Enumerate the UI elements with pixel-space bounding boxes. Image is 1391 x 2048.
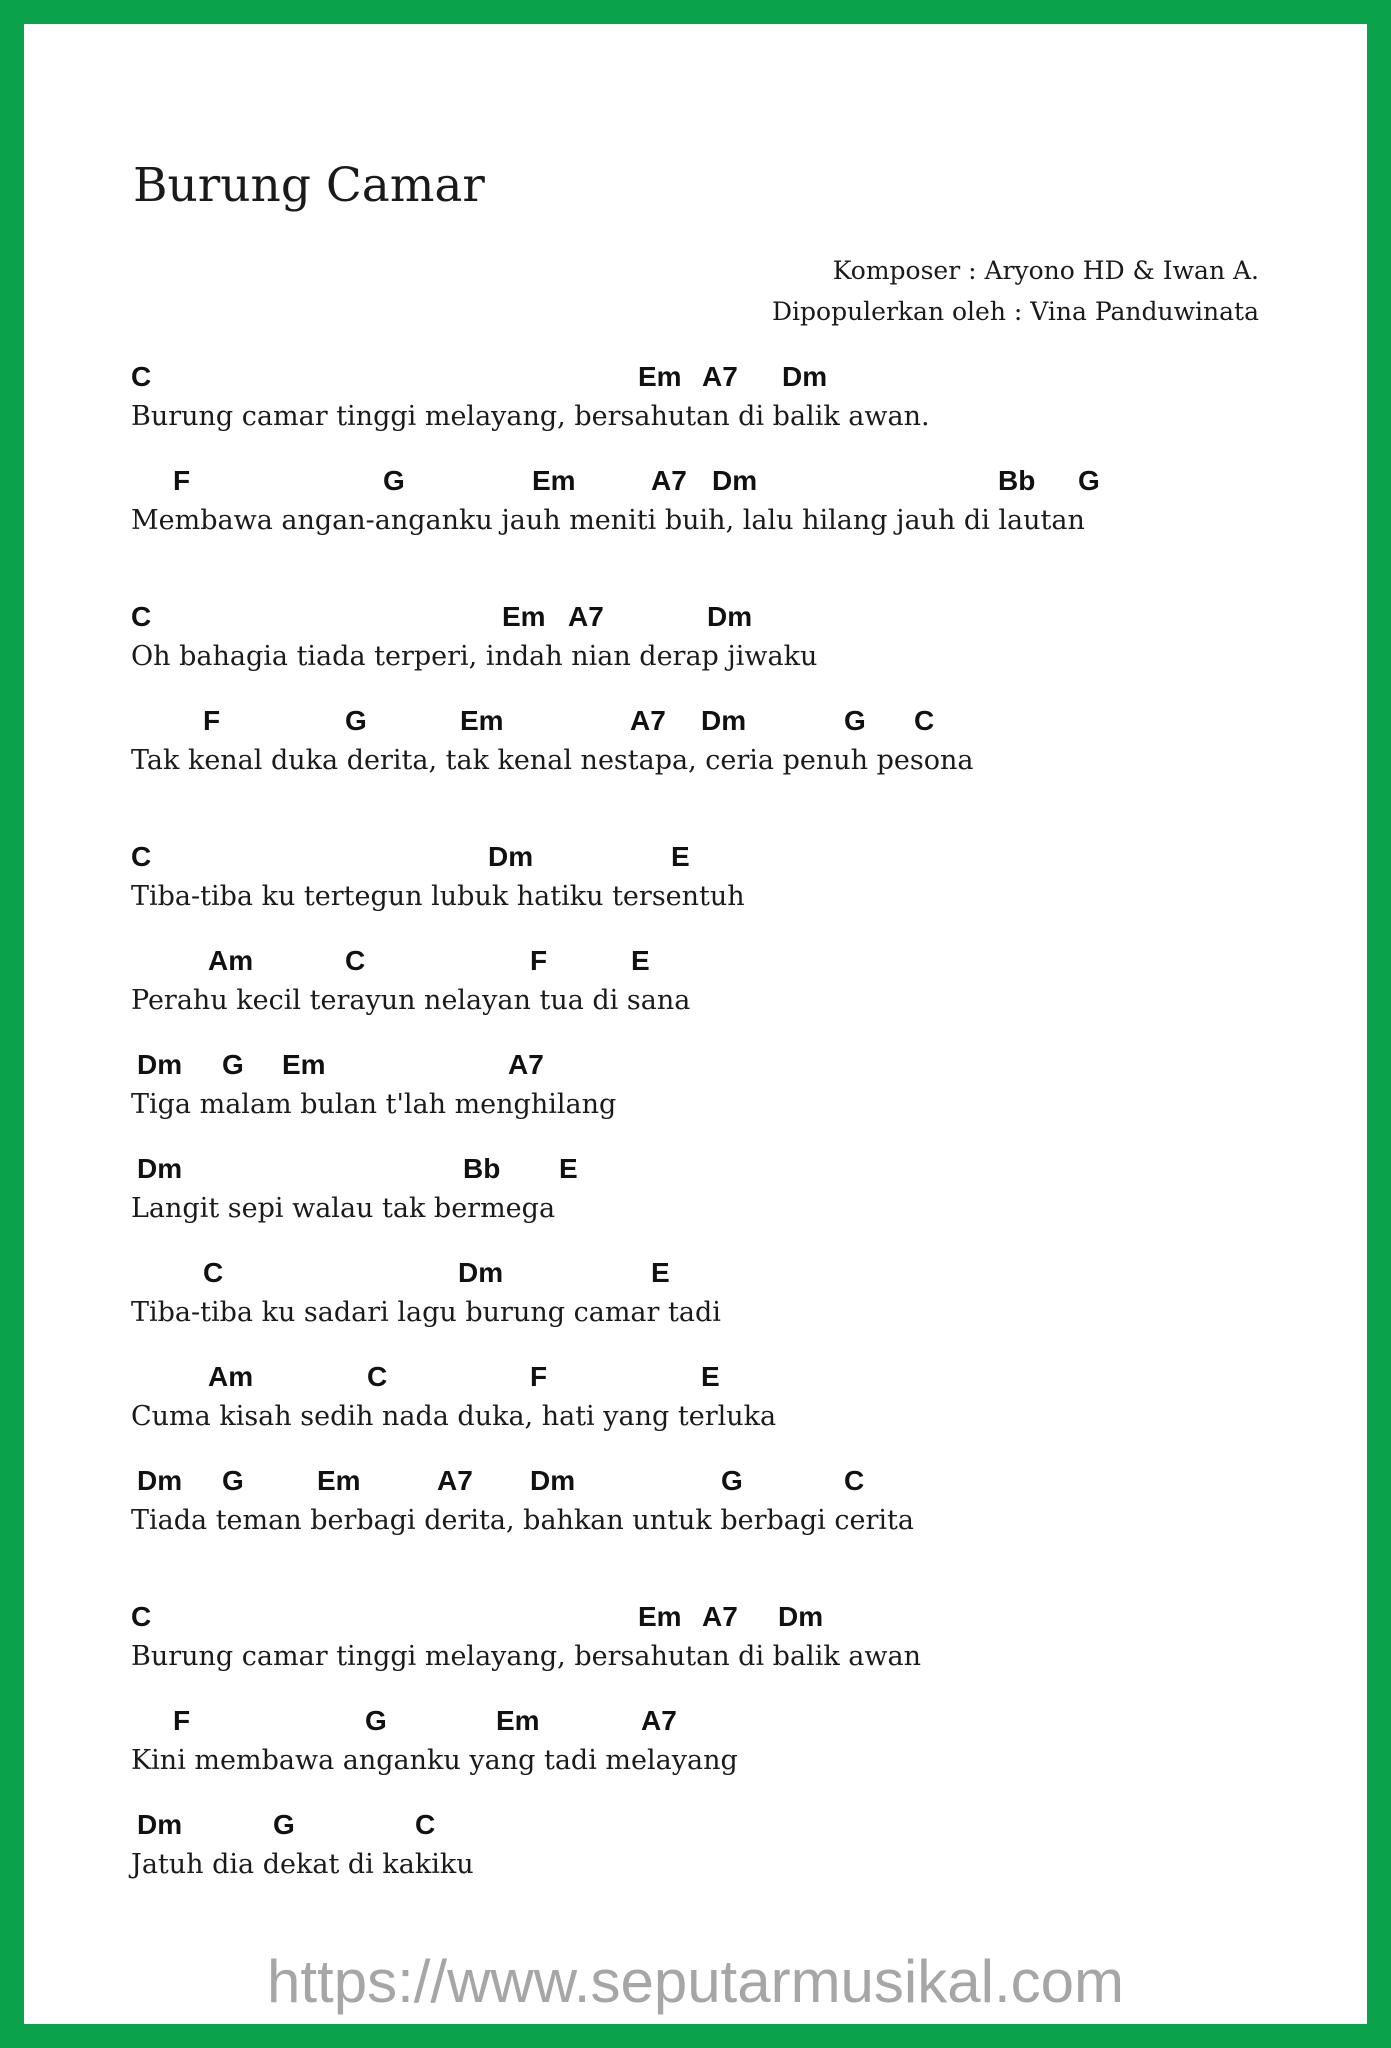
- chord-label: Dm: [137, 1465, 183, 1496]
- chord-label: Dm: [137, 1049, 183, 1080]
- chord-label: C: [345, 945, 366, 976]
- chord-label: G: [345, 705, 367, 736]
- chord-label: Bb: [463, 1153, 501, 1184]
- chord-label: C: [914, 705, 935, 736]
- chord-label: A7: [702, 1601, 738, 1632]
- chord-label: Dm: [488, 841, 534, 872]
- chord-label: Am: [208, 1361, 254, 1392]
- chord-label: Em: [460, 705, 504, 736]
- chord-label: G: [844, 705, 866, 736]
- chord-label: Am: [208, 945, 254, 976]
- chord-label: G: [1078, 465, 1100, 496]
- chord-label: E: [701, 1361, 720, 1392]
- lyric-line: Tiga malam bulan t'lah menghilang: [131, 1089, 617, 1120]
- chord-label: E: [559, 1153, 578, 1184]
- chord-label: Em: [502, 601, 546, 632]
- chord-label: Dm: [701, 705, 747, 736]
- chord-label: A7: [437, 1465, 473, 1496]
- chord-label: G: [273, 1809, 295, 1840]
- chord-label: Dm: [712, 465, 758, 496]
- chord-label: C: [131, 841, 152, 872]
- website-watermark: https://www.seputarmusikal.com: [267, 1948, 1124, 2015]
- chord-label: Em: [282, 1049, 326, 1080]
- chord-label: A7: [702, 361, 738, 392]
- chord-label: A7: [651, 465, 687, 496]
- lyric-line: Tiada teman berbagi derita, bahkan untuk berbagi cerita: [131, 1505, 914, 1536]
- lyric-line: Oh bahagia tiada terperi, indah nian derap jiwaku: [131, 641, 818, 672]
- lyric-line: Cuma kisah sedih nada duka, hati yang terluka: [131, 1401, 777, 1432]
- chord-label: G: [222, 1465, 244, 1496]
- chord-label: Bb: [998, 465, 1036, 496]
- lyric-line: Langit sepi walau tak bermega: [131, 1193, 556, 1224]
- chord-label: Dm: [707, 601, 753, 632]
- chord-label: Em: [317, 1465, 361, 1496]
- chord-label: A7: [508, 1049, 544, 1080]
- chord-label: C: [844, 1465, 865, 1496]
- chord-label: Dm: [530, 1465, 576, 1496]
- chord-label: Em: [496, 1705, 540, 1736]
- chord-label: C: [131, 601, 152, 632]
- chord-label: F: [173, 1705, 191, 1736]
- chord-label: C: [131, 1601, 152, 1632]
- chord-label: E: [671, 841, 690, 872]
- chord-label: E: [631, 945, 650, 976]
- composer-credit: Komposer : Aryono HD & Iwan A.: [832, 256, 1259, 285]
- lyric-line: Perahu kecil terayun nelayan tua di sana: [131, 985, 691, 1016]
- chord-label: F: [173, 465, 191, 496]
- chord-label: Dm: [778, 1601, 824, 1632]
- chord-label: A7: [568, 601, 604, 632]
- chord-label: Em: [638, 361, 682, 392]
- song-title: Burung Camar: [133, 158, 485, 213]
- lyric-line: Kini membawa anganku yang tadi melayang: [131, 1745, 738, 1776]
- lyric-line: Membawa angan-anganku jauh meniti buih, lalu hilang jauh di lautan: [131, 505, 1085, 536]
- chord-label: F: [530, 1361, 548, 1392]
- lyric-line: Tiba-tiba ku tertegun lubuk hatiku tersentuh: [131, 881, 745, 912]
- chord-label: C: [203, 1257, 224, 1288]
- chord-label: A7: [641, 1705, 677, 1736]
- lyric-line: Burung camar tinggi melayang, bersahutan di balik awan: [131, 1641, 921, 1672]
- chord-label: E: [651, 1257, 670, 1288]
- chord-label: G: [383, 465, 405, 496]
- lyric-line: Tiba-tiba ku sadari lagu burung camar tadi: [131, 1297, 721, 1328]
- popularized-by-credit: Dipopulerkan oleh : Vina Panduwinata: [771, 297, 1259, 326]
- chord-label: C: [367, 1361, 388, 1392]
- chord-label: Em: [532, 465, 576, 496]
- lyric-line: Burung camar tinggi melayang, bersahutan di balik awan.: [131, 401, 930, 432]
- chord-label: F: [203, 705, 221, 736]
- chord-label: G: [222, 1049, 244, 1080]
- chord-label: Em: [638, 1601, 682, 1632]
- lyric-line: Jatuh dia dekat di kakiku: [131, 1849, 474, 1880]
- chord-label: A7: [630, 705, 666, 736]
- chord-label: C: [415, 1809, 436, 1840]
- chord-label: G: [365, 1705, 387, 1736]
- chord-label: F: [530, 945, 548, 976]
- chord-label: Dm: [137, 1809, 183, 1840]
- chord-label: Dm: [458, 1257, 504, 1288]
- chord-label: G: [721, 1465, 743, 1496]
- chord-label: C: [131, 361, 152, 392]
- chord-label: Dm: [137, 1153, 183, 1184]
- chord-label: Dm: [782, 361, 828, 392]
- lyric-line: Tak kenal duka derita, tak kenal nestapa, ceria penuh pesona: [131, 745, 974, 776]
